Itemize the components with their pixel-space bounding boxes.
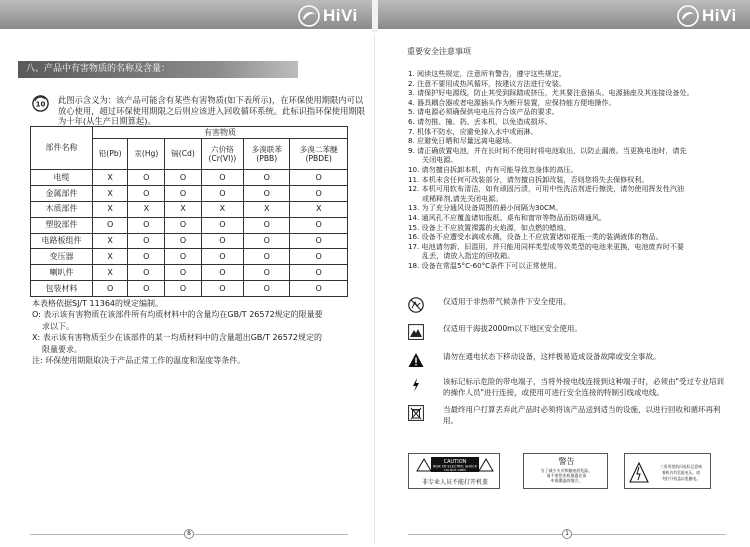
substance-mark-cell: O bbox=[290, 265, 348, 281]
substance-mark-cell: O bbox=[128, 265, 165, 281]
safety-item: 8. 应避免日晒和尽量远离电磁场。 bbox=[408, 136, 517, 146]
safety-item: 18. 设备在常温5°C-60°C条件下可以正常使用。 bbox=[408, 260, 562, 270]
shock-line: 着机内有危险电压，请 bbox=[662, 470, 700, 475]
substance-mark-cell: O bbox=[128, 233, 165, 249]
hivi-swirl-icon bbox=[298, 5, 320, 27]
symbol-row bbox=[408, 377, 728, 398]
part-name-cell: 电路板组件 bbox=[31, 233, 93, 249]
caution-sticker bbox=[409, 454, 501, 490]
substance-mark-cell: O bbox=[290, 249, 348, 265]
note-line: 本表格依据SJ/T 11364的规定编制。 bbox=[32, 299, 164, 308]
efup-description: 此图示含义为：该产品可能含有某些有害物质(如下表所示)，在环保使用期限内可以放心使用，超过环保使用期限之后则应该进入回收循环系统。此标识指环保使用期限为十年(从生产日期算起)。 bbox=[58, 95, 365, 126]
substance-mark-cell: O bbox=[244, 185, 290, 201]
part-name-cell: 喇叭件 bbox=[31, 265, 93, 281]
safety-instructions-list bbox=[408, 69, 730, 270]
page-gutter bbox=[372, 0, 378, 32]
symbol-description: 当最终用户打算丢弃此产品时必须将该产品送到适当的设施，以进行回收和循环再利用。 bbox=[443, 405, 721, 425]
part-name-cell: 包装材料 bbox=[31, 281, 93, 297]
warning-label bbox=[523, 453, 608, 489]
safety-item: 1. 阅读这些规定，注意所有警告，遵守这些规定。 bbox=[408, 69, 566, 78]
substance-mark-cell: X bbox=[128, 201, 165, 217]
substance-mark-cell: O bbox=[290, 233, 348, 249]
symbol-row bbox=[408, 324, 728, 340]
symbol-row bbox=[408, 297, 728, 313]
table-row bbox=[31, 233, 348, 249]
symbol-description: 请勿在通电状态下移动设备，这样极易造成设备故障或安全事故。 bbox=[443, 352, 661, 361]
substance-mark-cell: O bbox=[201, 265, 243, 281]
part-name-cell: 变压器 bbox=[31, 249, 93, 265]
substance-column-header: 多溴联苯 (PBB) bbox=[244, 139, 290, 170]
substance-mark-cell: O bbox=[165, 217, 201, 233]
warning-line: 请不要把本机暴露在雨 bbox=[546, 473, 587, 478]
substance-mark-cell: O bbox=[165, 265, 201, 281]
substance-mark-cell: O bbox=[244, 170, 290, 186]
table-row bbox=[31, 170, 348, 186]
symbol-row bbox=[408, 405, 728, 426]
recycle-bin-icon bbox=[408, 405, 424, 421]
caution-sub: RISK OF ELECTRIC SHOCK bbox=[433, 464, 477, 469]
substance-mark-cell: O bbox=[244, 217, 290, 233]
table-row bbox=[31, 265, 348, 281]
substance-mark-cell: O bbox=[165, 281, 201, 297]
substance-mark-cell: X bbox=[244, 201, 290, 217]
warning-triangle-icon bbox=[417, 459, 431, 471]
safety-item: 或稀释剂,请先关闭电源。 bbox=[422, 193, 503, 203]
caution-cn: 非专业人员不能打开机盖 bbox=[421, 479, 489, 486]
substance-column-header: 六价铬 (Cr(VI)) bbox=[201, 139, 243, 170]
safety-item: 3. 请保护好电源线，防止其受到踩踏或挤压，尤其要注意插头、电源插座及其连接设备处。 bbox=[408, 88, 694, 98]
substance-mark-cell: X bbox=[201, 201, 243, 217]
safety-item: 4. 器具耦合器或者电源插头作为断开装置，应保持能方便地操作。 bbox=[408, 97, 616, 107]
part-name-cell: 金属部件 bbox=[31, 185, 93, 201]
safety-item: 9. 请正确放置电池，并在长时间不使用时将电池取出，以防止漏液。当更换电池时，请先 bbox=[408, 145, 687, 155]
safety-item: 5. 请电源必须确保供电电压符合该产品的要求。 bbox=[408, 107, 559, 117]
no-tropical-icon bbox=[408, 297, 424, 313]
substance-mark-cell: X bbox=[93, 233, 128, 249]
caution-title: CAUTION bbox=[443, 459, 467, 465]
substance-column-header: 汞(Hg) bbox=[128, 139, 165, 170]
substance-mark-cell: O bbox=[201, 217, 243, 233]
substance-column-header: 多溴二苯醚 (PBDE) bbox=[290, 139, 348, 170]
note-line: O: 表示该有害物质在该部件所有均质材料中的含量均在GB/T 26572规定的限量要 bbox=[32, 310, 323, 320]
substance-mark-cell: O bbox=[128, 185, 165, 201]
substance-mark-cell: O bbox=[201, 185, 243, 201]
safety-item: 13. 为了充分通风设备周围的最小间隔为30CM。 bbox=[408, 203, 563, 213]
substance-mark-cell: O bbox=[244, 233, 290, 249]
substance-column-header: 镉(Cd) bbox=[165, 139, 201, 170]
substance-mark-cell: O bbox=[201, 249, 243, 265]
substance-mark-cell: X bbox=[93, 265, 128, 281]
right-page-footer bbox=[408, 529, 726, 539]
brand-name: HiVi bbox=[702, 6, 737, 25]
header-band bbox=[0, 0, 750, 32]
hivi-logo-right bbox=[677, 5, 737, 27]
substance-mark-cell: X bbox=[290, 201, 348, 217]
part-name-cell: 塑胶部件 bbox=[31, 217, 93, 233]
section-title: 八、产品中有害物质的名称及含量： bbox=[18, 61, 298, 78]
safety-item: 11. 本机未含任何可改装部分，请勿擅自拆卸改装，否则您将失去保修权利。 bbox=[408, 174, 649, 184]
substance-mark-cell: O bbox=[290, 185, 348, 201]
substance-mark-cell: O bbox=[165, 185, 201, 201]
warning-title: 警告 bbox=[558, 457, 575, 466]
safety-item: 6. 请勿推、撞、扔、丢本机，以免造成损坏。 bbox=[408, 116, 552, 126]
warning-sticker bbox=[524, 454, 609, 490]
safety-item: 16. 设备不应遭受水滴或水溅，设备上不应放置诸如花瓶一类的装满液体的物品。 bbox=[408, 232, 663, 242]
substance-mark-cell: O bbox=[93, 217, 128, 233]
substance-mark-cell: O bbox=[165, 249, 201, 265]
substance-mark-cell: O bbox=[128, 217, 165, 233]
safety-item: 7. 机体不防水，应避免掉入水中或雨淋。 bbox=[408, 126, 538, 136]
lightning-icon bbox=[408, 377, 424, 393]
symbol-row bbox=[408, 352, 728, 368]
warning-line: 为了减少火灾和触电的危险， bbox=[540, 468, 593, 473]
substance-mark-cell: O bbox=[290, 170, 348, 186]
warning-triangle-icon bbox=[408, 352, 424, 368]
table-row bbox=[31, 201, 348, 217]
substance-mark-cell: O bbox=[165, 233, 201, 249]
page-divider bbox=[374, 34, 375, 544]
efup-10-year-icon bbox=[32, 95, 49, 112]
shock-sticker bbox=[625, 454, 712, 490]
symbol-description: 该标记标示危险的带电端子，当将外接电线连接到这种端子时，必须由"受过专业培训的操作人员"进行连接，或使用可进行安全连接的特制引线或电线。 bbox=[443, 377, 724, 397]
table-row bbox=[31, 249, 348, 265]
substance-mark-cell: O bbox=[244, 265, 290, 281]
lightning-bolt-icon bbox=[637, 467, 640, 480]
substance-mark-cell: X bbox=[93, 170, 128, 186]
substance-mark-cell: X bbox=[93, 249, 128, 265]
substance-mark-cell: O bbox=[93, 281, 128, 297]
safety-item: 乱丢，请放入指定的回收箱。 bbox=[422, 251, 515, 261]
substance-mark-cell: X bbox=[93, 201, 128, 217]
note-line: 注: 环保使用期限取决于产品正常工作的温度和湿度等条件。 bbox=[32, 355, 246, 365]
substance-mark-cell: X bbox=[93, 185, 128, 201]
note-line: 求以下。 bbox=[42, 321, 74, 331]
brand-name: HiVi bbox=[323, 6, 358, 25]
substance-group-header: 有害物质 bbox=[93, 127, 348, 139]
substance-mark-cell: O bbox=[128, 170, 165, 186]
substance-mark-cell: O bbox=[290, 281, 348, 297]
caution-label bbox=[408, 453, 500, 489]
shock-line: 勿打开机盖以免触电。 bbox=[662, 476, 700, 481]
symbol-description: 仅适用于海拔2000m以下地区安全使用。 bbox=[443, 324, 582, 333]
lightning-triangle-icon bbox=[630, 463, 648, 482]
safety-title: 重要安全注意事项 bbox=[407, 47, 471, 56]
safety-item: 10. 请勿擅自拆卸本机，内有可能导致忽身体的高压。 bbox=[408, 164, 578, 174]
safety-item: 2. 注意不要用成热风循环，按建议方法进行安装。 bbox=[408, 78, 566, 88]
left-page-footer bbox=[30, 529, 348, 539]
safety-item: 12. 本机可用软布清洁，如有顽固污渍，可用中性洗洁剂进行擦洗，请勿使用挥发性汽油 bbox=[408, 184, 685, 194]
note-line: 限量要求。 bbox=[42, 344, 82, 354]
page-number: 1 bbox=[562, 529, 572, 539]
table-row bbox=[31, 281, 348, 297]
substance-mark-cell: X bbox=[165, 201, 201, 217]
table-notes bbox=[32, 299, 362, 367]
page-number: 8 bbox=[184, 529, 194, 539]
substance-column-header: 铅(Pb) bbox=[93, 139, 128, 170]
substance-mark-cell: O bbox=[244, 281, 290, 297]
substance-mark-cell: O bbox=[201, 233, 243, 249]
note-line: X: 表示该有害物质至少在该部件的某一均质材料中的含量超出GB/T 26572规定的 bbox=[32, 333, 322, 343]
part-name-cell: 电缆 bbox=[31, 170, 93, 186]
substance-mark-cell: O bbox=[165, 170, 201, 186]
efup-icon-label: 10 bbox=[35, 100, 46, 109]
shock-warning-label bbox=[624, 453, 711, 489]
symbol-description: 仅适用于非热带气候条件下安全使用。 bbox=[443, 297, 571, 306]
safety-item: 17. 电池请勿新、旧混用，并只能用同样类型或等效类型的电池来更换，电池废弃时不要 bbox=[408, 241, 685, 251]
substance-mark-cell: O bbox=[201, 170, 243, 186]
hazardous-substance-table bbox=[30, 126, 348, 297]
warning-line: 中或潮湿的地方。 bbox=[550, 478, 583, 483]
substance-mark-cell: O bbox=[290, 217, 348, 233]
substance-mark-cell: O bbox=[201, 281, 243, 297]
shock-line: 三角形里的闪电标记意味 bbox=[660, 464, 702, 469]
part-name-cell: 木质部件 bbox=[31, 201, 93, 217]
table-row bbox=[31, 217, 348, 233]
substance-mark-cell: O bbox=[128, 249, 165, 265]
hivi-swirl-icon bbox=[677, 5, 699, 27]
part-name-header: 部件名称 bbox=[31, 127, 93, 170]
safety-item: 关闭电源。 bbox=[422, 155, 458, 165]
safety-item: 14. 通风孔不应覆盖诸如报纸、桌布和窗帘等物品而妨碍通风。 bbox=[408, 212, 606, 222]
warning-triangle-icon bbox=[479, 459, 493, 471]
substance-mark-cell: O bbox=[244, 249, 290, 265]
table-row bbox=[31, 185, 348, 201]
safety-item: 15. 设备上不应放置裸露的火焰源，如点燃的蜡烛。 bbox=[408, 222, 571, 232]
caution-sub2: DO NOT OPEN bbox=[444, 468, 466, 472]
substance-mark-cell: O bbox=[128, 281, 165, 297]
altitude-icon bbox=[408, 324, 424, 340]
hivi-logo-left bbox=[298, 5, 358, 27]
